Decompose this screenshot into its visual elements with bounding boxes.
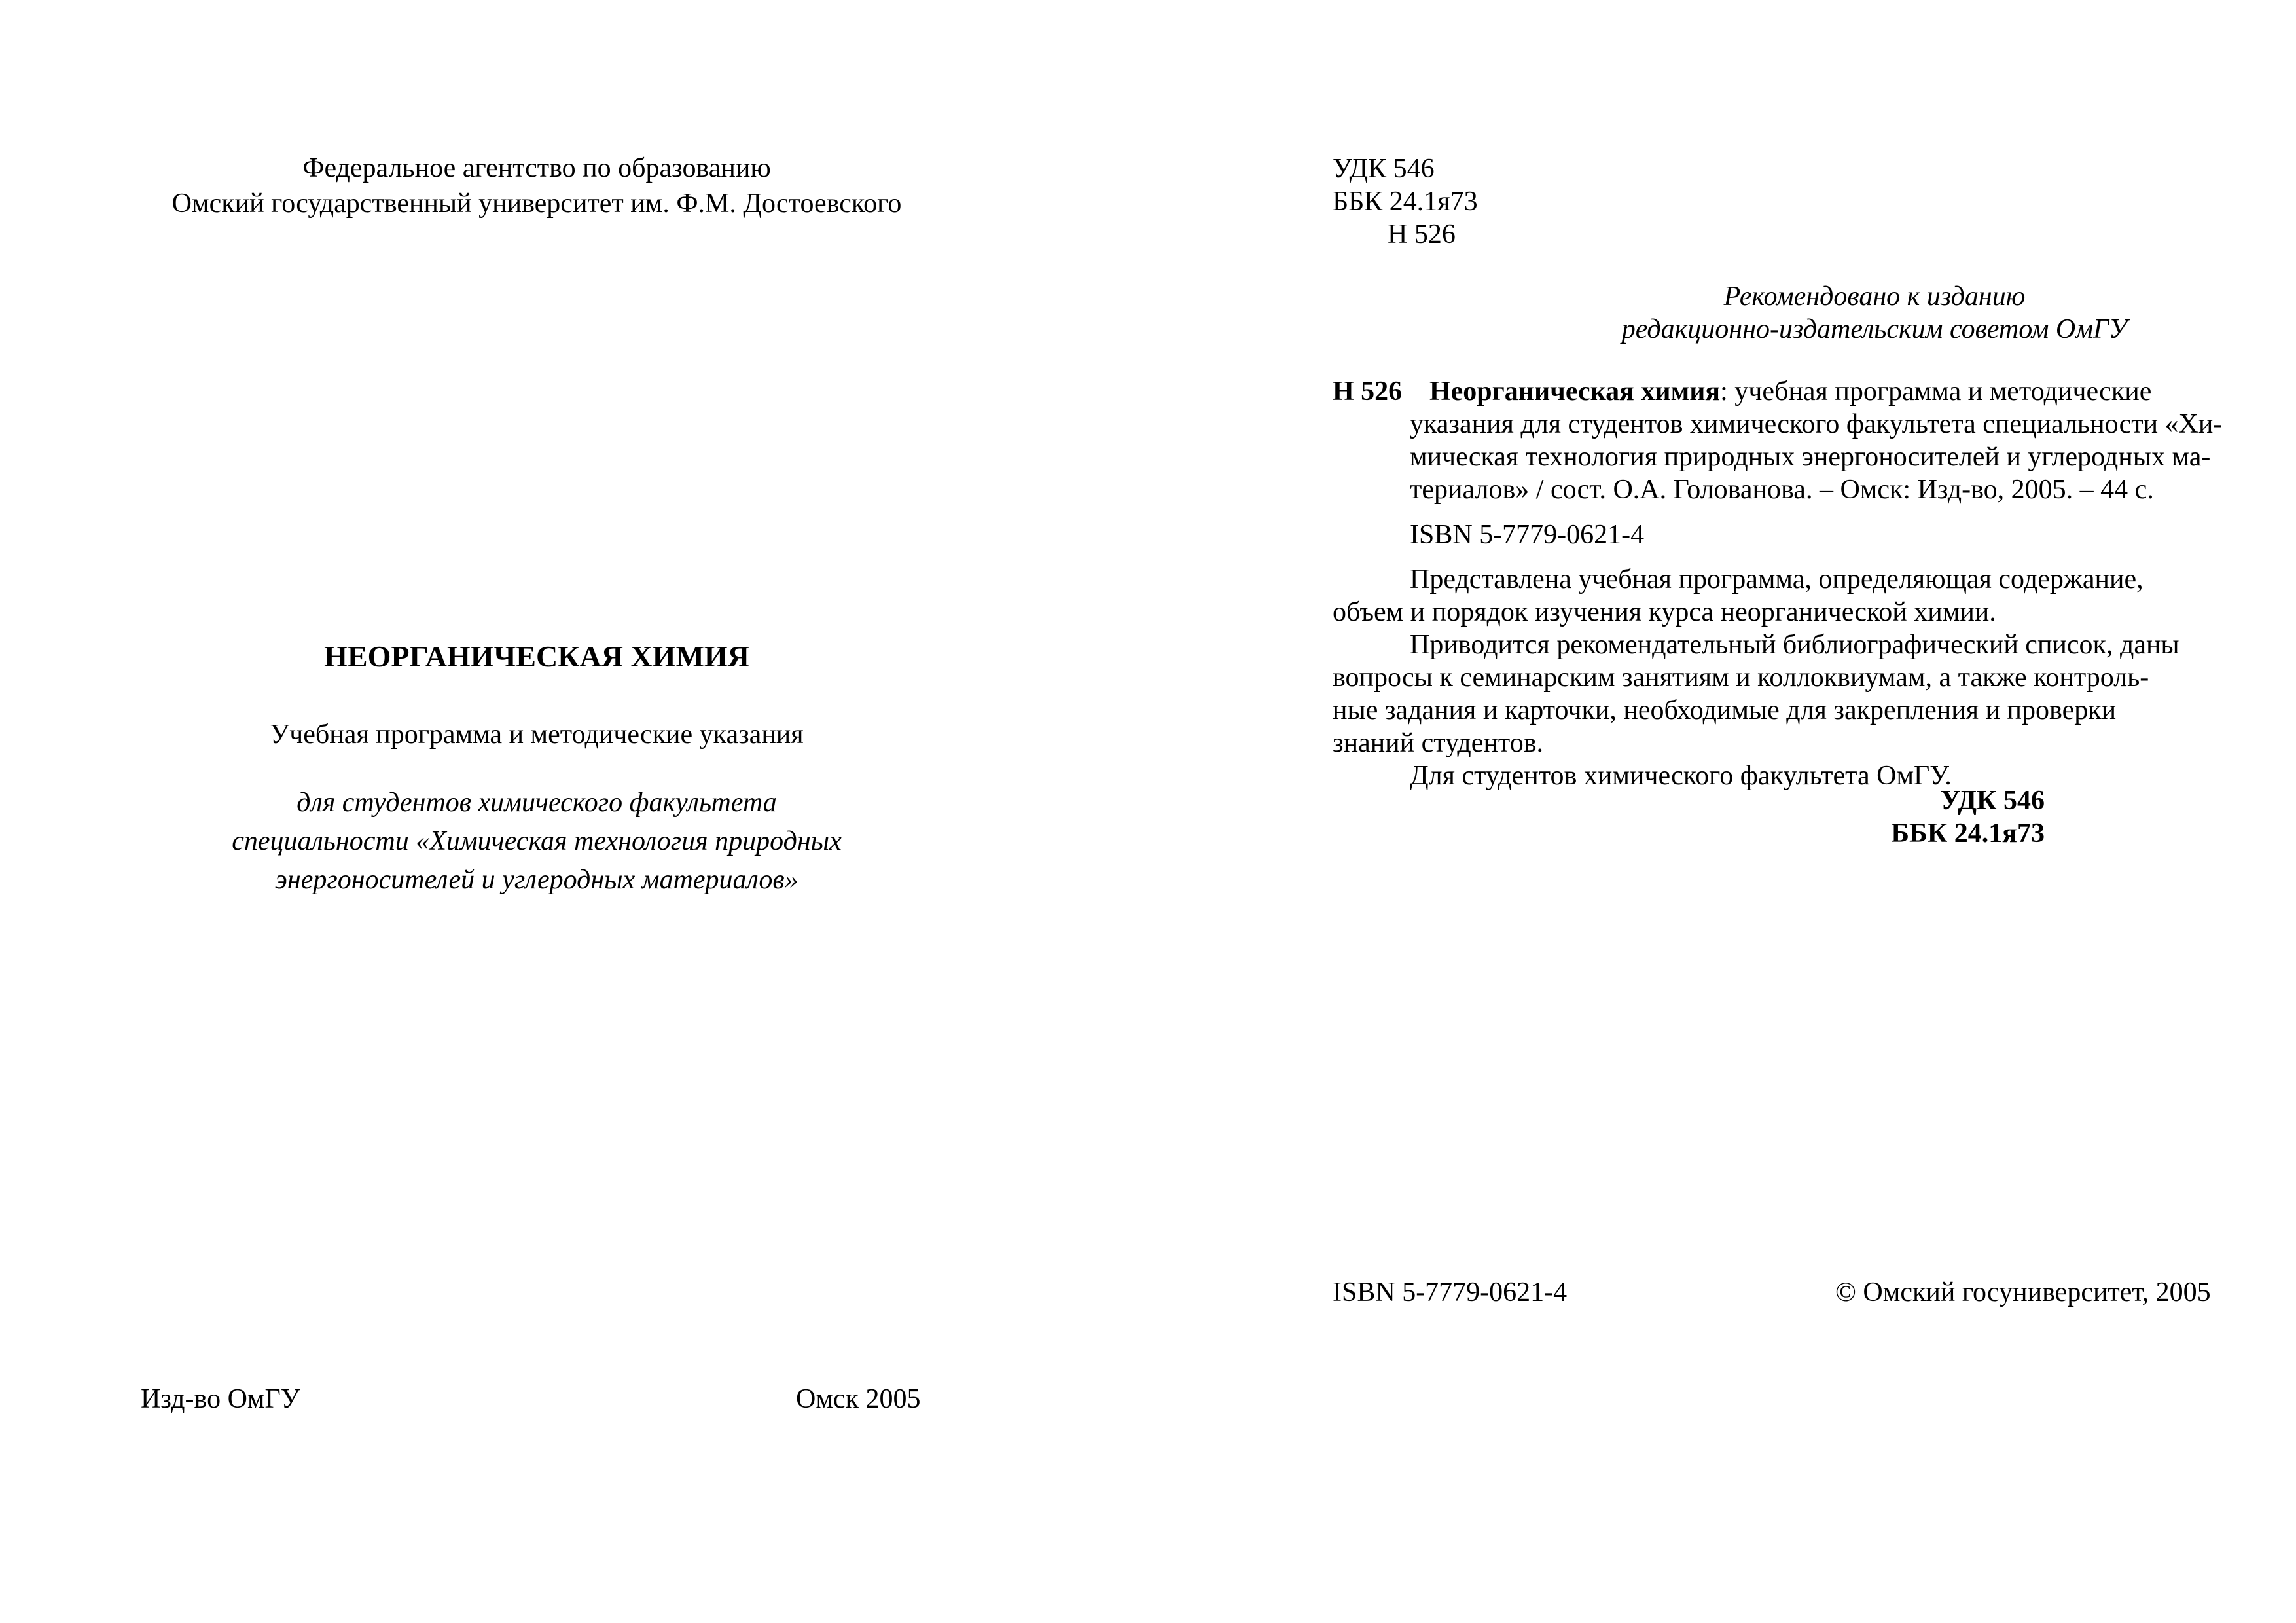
annotation-line: Приводится рекомендательный библиографический список, даны bbox=[1410, 630, 2179, 660]
biblio-line: мическая технология природных энергоносителей и углеродных ма- bbox=[1410, 442, 2211, 472]
bibliographic-record bbox=[1333, 375, 2223, 506]
publisher: Изд-во ОмГУ bbox=[141, 1384, 300, 1414]
biblio-line: териалов» / сост. О.А. Голованова. – Омск: Изд-во, 2005. – 44 с. bbox=[1410, 475, 2154, 505]
annotation-line: Представлена учебная программа, определяющая содержание, bbox=[1410, 564, 2144, 594]
recommendation-line: редакционно-издательским советом ОмГУ bbox=[1621, 314, 2128, 344]
place-year: Омск 2005 bbox=[796, 1384, 921, 1414]
agency-name: Федеральное агентство по образованию bbox=[302, 153, 771, 183]
annotation-line: вопросы к семинарским занятиям и коллоквиумам, а также контроль- bbox=[1333, 663, 2149, 693]
isbn-bottom: ISBN 5-7779-0621-4 bbox=[1333, 1277, 1568, 1307]
organization-header bbox=[131, 151, 942, 221]
audience-statement bbox=[131, 784, 942, 900]
annotation-line: объем и порядок изучения курса неорганической химии. bbox=[1333, 597, 1996, 627]
publication-recommendation bbox=[1495, 280, 2254, 346]
audience-line: специальности «Химическая технология природных bbox=[232, 826, 842, 856]
udk-code: УДК 546 bbox=[1940, 786, 2045, 816]
isbn-inline: ISBN 5-7779-0621-4 bbox=[1410, 520, 1645, 550]
udk-code: УДК 546 bbox=[1333, 154, 1435, 184]
copyright-notice: © Омский госуниверситет, 2005 bbox=[1835, 1277, 2211, 1307]
biblio-title: Неорганическая химия bbox=[1429, 376, 1721, 407]
bbk-code: ББК 24.1я73 bbox=[1891, 818, 2045, 848]
book-title: НЕОРГАНИЧЕСКАЯ ХИМИЯ bbox=[324, 640, 749, 673]
biblio-title-rest: : учебная программа и методические bbox=[1720, 376, 2152, 407]
audience-line: энергоносителей и углеродных материалов» bbox=[275, 865, 798, 895]
audience-line: для студентов химического факультета bbox=[296, 788, 777, 818]
university-name: Омский государственный университет им. Ф.М. Достоевского bbox=[171, 189, 902, 219]
bbk-code: ББК 24.1я73 bbox=[1333, 187, 1478, 217]
book-subtitle: Учебная программа и методические указания bbox=[270, 720, 804, 750]
classification-codes-bottom bbox=[1333, 784, 2045, 850]
biblio-code: Н 526 bbox=[1333, 376, 1403, 407]
classification-codes bbox=[1333, 153, 1478, 251]
biblio-line: указания для студентов химического факультета специальности «Хи- bbox=[1410, 409, 2223, 439]
annotation-line: ные задания и карточки, необходимые для закрепления и проверки bbox=[1333, 695, 2117, 725]
annotation-line: Для студентов химического факультета ОмГУ. bbox=[1410, 761, 1952, 791]
recommendation-line: Рекомендовано к изданию bbox=[1723, 282, 2026, 312]
imprint-page bbox=[1148, 0, 2296, 1623]
annotation-line: знаний студентов. bbox=[1333, 728, 1544, 758]
annotation bbox=[1333, 563, 2179, 792]
biblio-line bbox=[1333, 375, 2152, 408]
author-mark: Н 526 bbox=[1388, 219, 1456, 249]
